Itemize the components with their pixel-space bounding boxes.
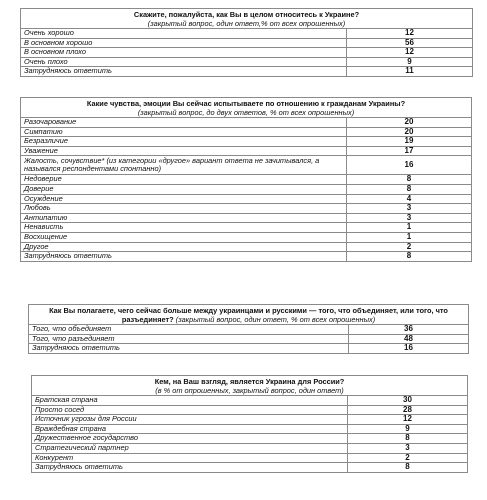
row-label: Дружественное государство <box>32 434 348 444</box>
row-label: Ненависть <box>21 223 347 233</box>
row-label: Разочарование <box>21 118 347 128</box>
row-label: Братская страна <box>32 396 348 406</box>
row-label: Просто сосед <box>32 405 348 415</box>
table-row <box>21 242 472 252</box>
table-row <box>21 127 472 137</box>
table-header <box>21 9 473 29</box>
row-label: Очень хорошо <box>21 29 347 39</box>
survey-table-feelings <box>20 97 472 262</box>
question-text: Как Вы полагаете, чего сейчас больше между украинцами и русскими — того, что объединяет, или того, что разъединяет? <box>49 305 448 324</box>
survey-table-ukraine-for-russia <box>31 375 468 473</box>
table-row <box>29 334 469 344</box>
row-value: 9 <box>347 57 473 67</box>
row-label: Источник угрозы для России <box>32 415 348 425</box>
table-row <box>21 204 472 214</box>
row-value: 20 <box>347 118 472 128</box>
table-header <box>32 376 468 396</box>
table-row <box>21 184 472 194</box>
row-value: 16 <box>347 156 472 175</box>
table-row <box>21 57 473 67</box>
row-value: 12 <box>347 48 473 58</box>
row-value: 11 <box>347 67 473 77</box>
row-value: 3 <box>347 213 472 223</box>
table-row <box>21 223 472 233</box>
row-label: Затрудняюсь ответить <box>32 463 348 473</box>
row-value: 2 <box>348 453 468 463</box>
row-value: 3 <box>348 443 468 453</box>
table-row <box>29 325 469 335</box>
row-label: В основном хорошо <box>21 38 347 48</box>
row-label: В основном плохо <box>21 48 347 58</box>
question-note: (в % от опрошенных, закрытый вопрос, один ответ) <box>155 385 344 395</box>
row-value: 17 <box>347 146 472 156</box>
table-header <box>21 98 472 118</box>
question-note: (закрытый вопрос, один ответ, % от всех опрошенных) <box>175 314 376 324</box>
row-value: 8 <box>347 184 472 194</box>
row-value: 8 <box>348 434 468 444</box>
row-value: 8 <box>347 175 472 185</box>
row-value: 36 <box>349 325 469 335</box>
question-note: (закрытый вопрос, один ответ,% от всех опрошенных) <box>147 18 346 28</box>
row-label: Любовь <box>21 204 347 214</box>
table-row <box>32 415 468 425</box>
table-row <box>32 463 468 473</box>
row-value: 20 <box>347 127 472 137</box>
row-value: 30 <box>348 396 468 406</box>
row-value: 56 <box>347 38 473 48</box>
row-value: 8 <box>348 463 468 473</box>
table-row <box>32 434 468 444</box>
table-row <box>21 48 473 58</box>
row-label: Враждебная страна <box>32 424 348 434</box>
row-label: Безразличие <box>21 137 347 147</box>
row-value: 16 <box>349 344 469 354</box>
row-label: Уважение <box>21 146 347 156</box>
row-label: Затрудняюсь ответить <box>29 344 349 354</box>
table-row <box>21 156 472 175</box>
row-label: Восхищение <box>21 232 347 242</box>
row-label: Затрудняюсь ответить <box>21 67 347 77</box>
row-value: 1 <box>347 232 472 242</box>
table-row <box>21 67 473 77</box>
row-label: Недоверие <box>21 175 347 185</box>
table-row <box>21 175 472 185</box>
question-text: Кем, на Ваш взгляд, является Украина для России? <box>154 376 345 386</box>
table-row <box>32 424 468 434</box>
table-row <box>21 146 472 156</box>
table-row <box>32 396 468 406</box>
row-label: Антипатию <box>21 213 347 223</box>
row-value: 19 <box>347 137 472 147</box>
row-value: 12 <box>347 29 473 39</box>
row-label: Осуждение <box>21 194 347 204</box>
table-row <box>21 194 472 204</box>
table-row <box>21 29 473 39</box>
row-label: Стратегический партнер <box>32 443 348 453</box>
table-row <box>21 213 472 223</box>
row-label: Того, что объединяет <box>29 325 349 335</box>
row-label: Затрудняюсь ответить <box>21 252 347 262</box>
table-header <box>29 305 469 325</box>
row-label: Доверие <box>21 184 347 194</box>
survey-table-attitude-ukraine <box>20 8 473 77</box>
question-text: Скажите, пожалуйста, как Вы в целом относитесь к Украине? <box>133 9 360 19</box>
table-row <box>21 137 472 147</box>
table-row <box>21 232 472 242</box>
table-row <box>32 405 468 415</box>
row-value: 1 <box>347 223 472 233</box>
row-label: Симпатию <box>21 127 347 137</box>
table-row <box>21 118 472 128</box>
row-label: Жалость, сочувствие* (из категории «другое» вариант ответа не зачитывался, а назывался респондентами спонтанно) <box>21 156 347 175</box>
row-label: Конкурент <box>32 453 348 463</box>
table-row <box>21 252 472 262</box>
row-label: Другое <box>21 242 347 252</box>
table-row <box>32 443 468 453</box>
row-label: Того, что разъединяет <box>29 334 349 344</box>
row-value: 3 <box>347 204 472 214</box>
row-value: 8 <box>347 252 472 262</box>
row-value: 28 <box>348 405 468 415</box>
row-value: 12 <box>348 415 468 425</box>
row-label: Очень плохо <box>21 57 347 67</box>
row-value: 2 <box>347 242 472 252</box>
question-text: Какие чувства, эмоции Вы сейчас испытываете по отношению к гражданам Украины? <box>86 98 406 108</box>
table-row <box>29 344 469 354</box>
question-note: (закрытый вопрос, до двух ответов, % от всех опрошенных) <box>137 107 355 117</box>
row-value: 48 <box>349 334 469 344</box>
table-row <box>21 38 473 48</box>
survey-table-unite-divide <box>28 304 469 354</box>
row-value: 9 <box>348 424 468 434</box>
row-value: 4 <box>347 194 472 204</box>
table-row <box>32 453 468 463</box>
